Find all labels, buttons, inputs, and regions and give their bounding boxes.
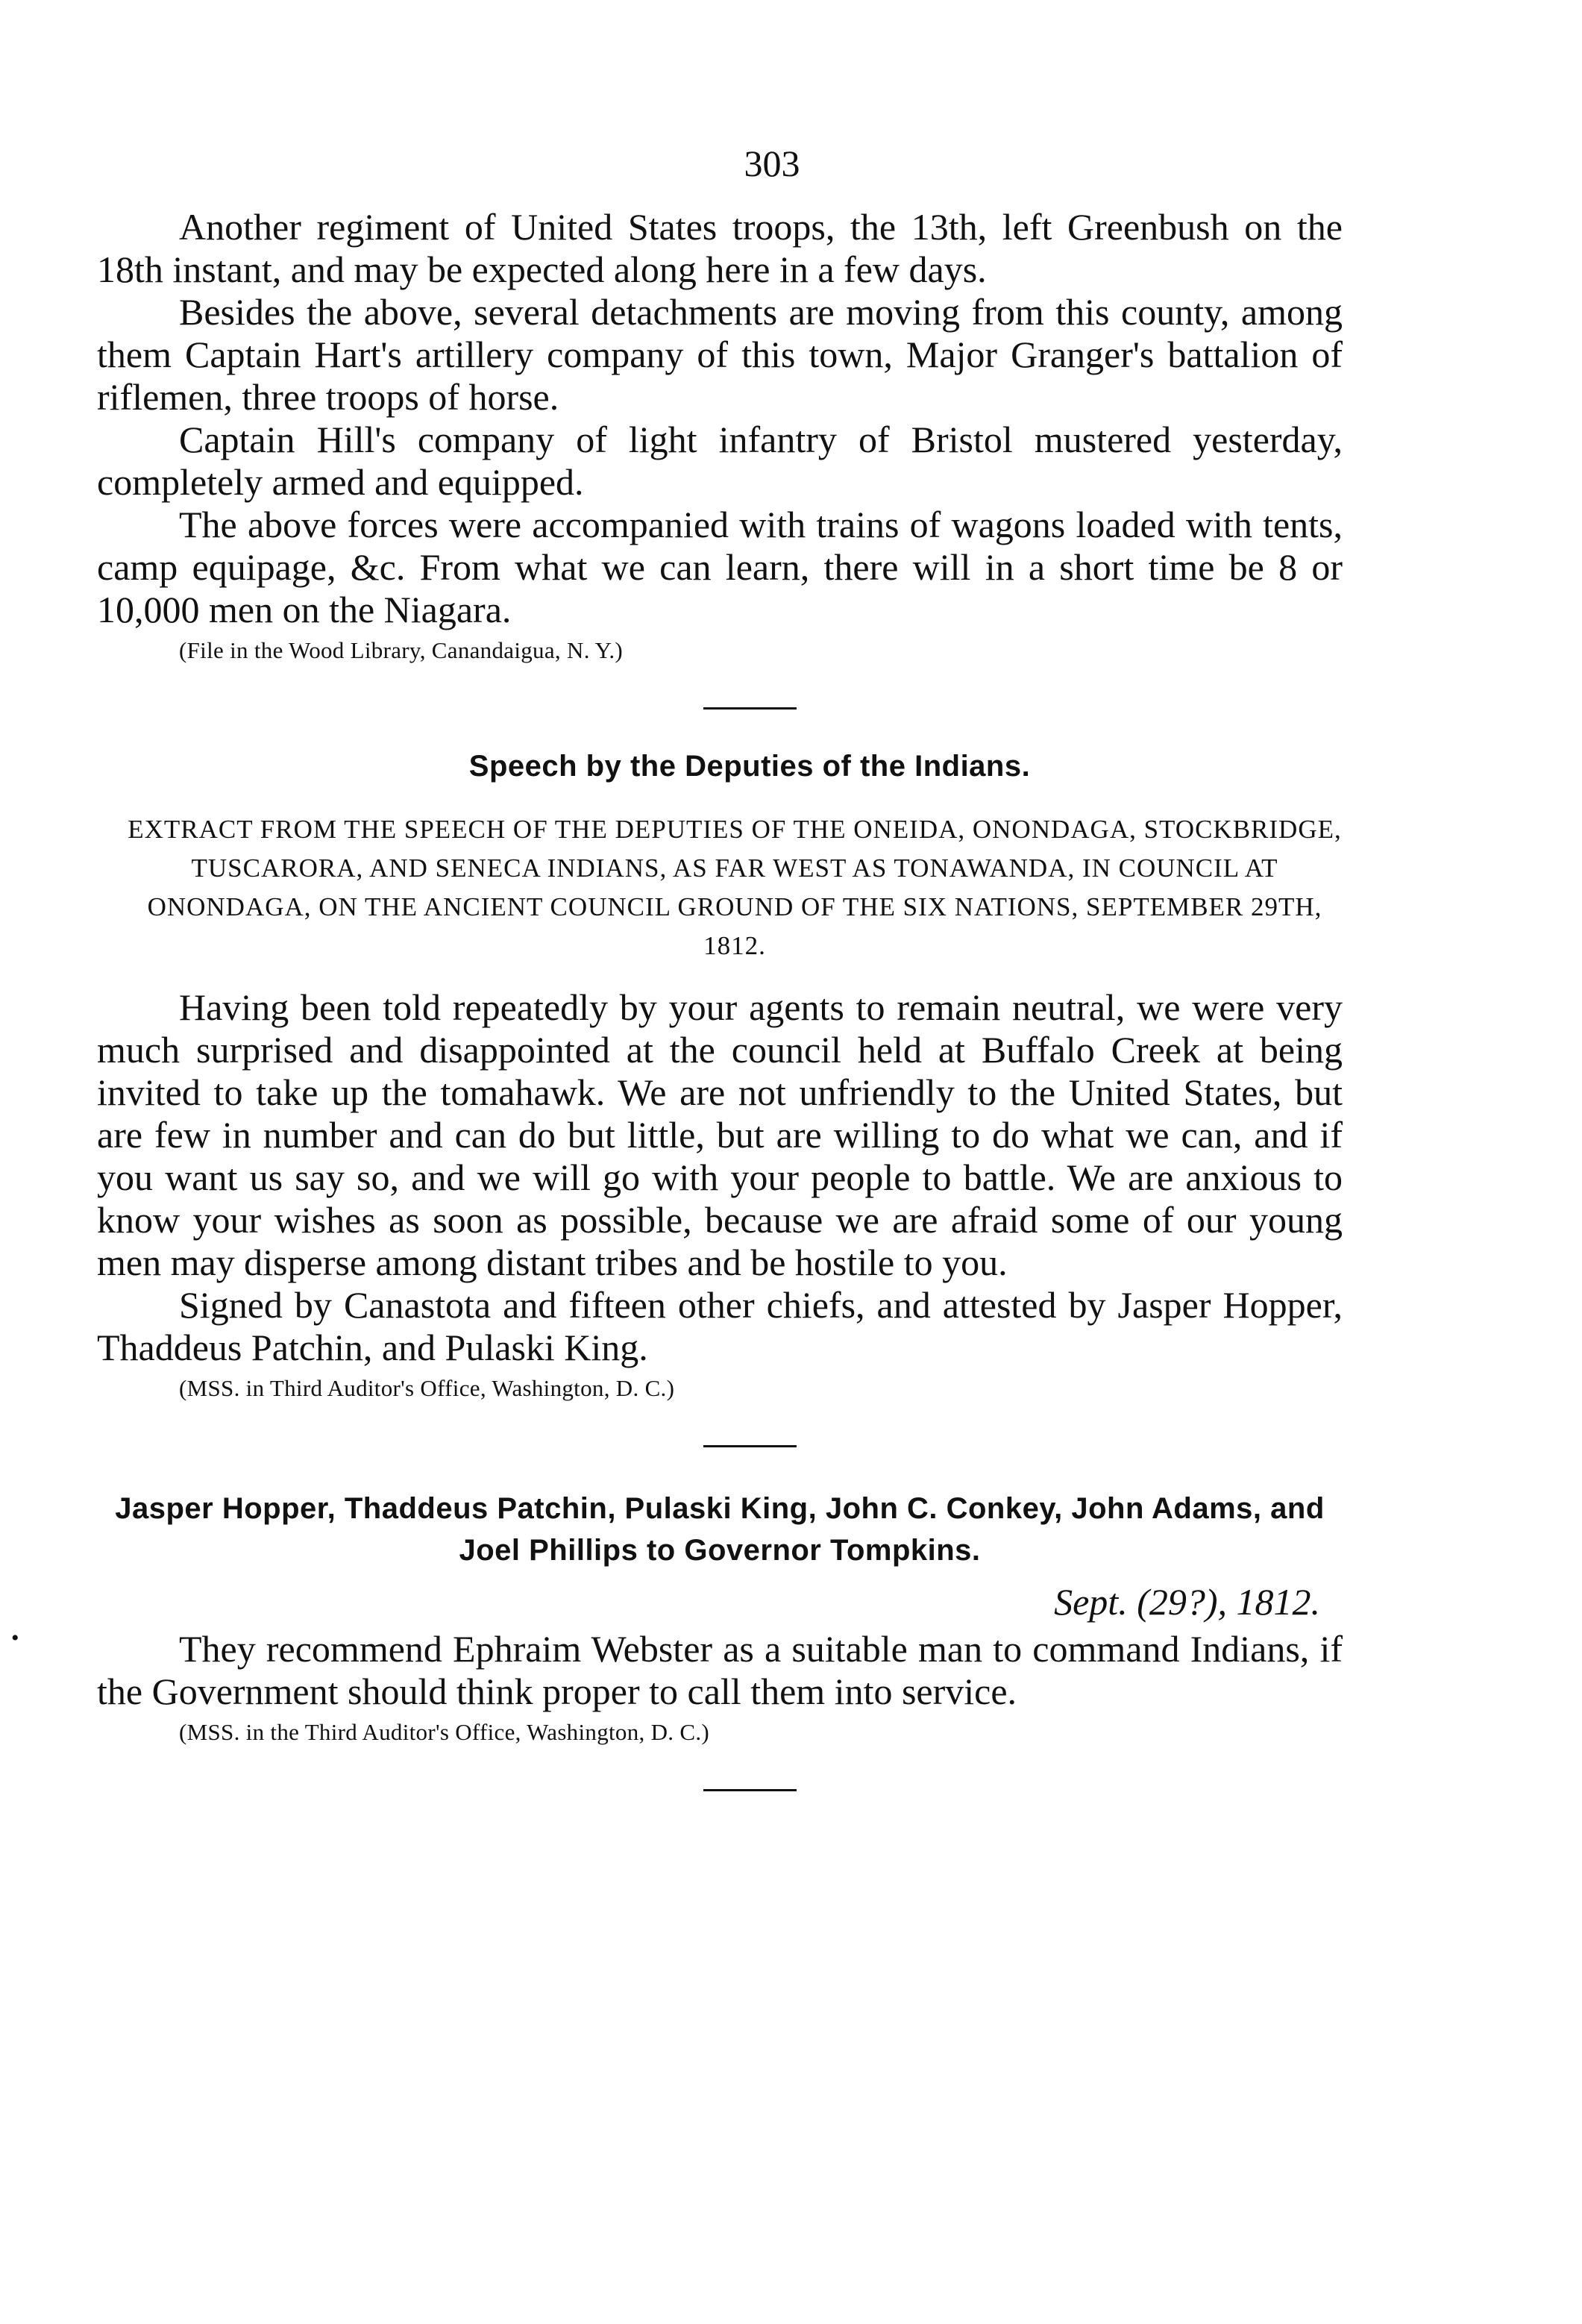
letter-section <box>97 1488 1343 1747</box>
source-citation: (MSS. in Third Auditor's Office, Washington, D. C.) <box>179 1375 675 1401</box>
indian-speech-section <box>97 750 1343 1403</box>
section-divider <box>703 1789 797 1791</box>
letter-heading: Jasper Hopper, Thaddeus Patchin, Pulaski King, John C. Conkey, John Adams, and Joel Phillips to Governor Tompkins. <box>115 1492 1325 1567</box>
extract-caption: EXTRACT FROM THE SPEECH OF THE DEPUTIES OF THE ONEIDA, ONONDAGA, STOCKBRIDGE, TUSCARORA, AND SENECA INDIANS, AS FAR WEST AS TONAWANDA, IN COUNCIL AT ONONDAGA, ON THE ANCIENT COUNCIL GROUND OF THE SIX NATIONS, SEPTEMBER 29TH, 1812. <box>128 815 1342 960</box>
page-body <box>97 142 1343 1832</box>
paragraph: Another regiment of United States troops, the 13th, left Greenbush on the 18th instant, and may be expected along here in a few days. <box>97 206 1343 290</box>
section-divider <box>703 707 797 710</box>
source-citation: (MSS. in the Third Auditor's Office, Washington, D. C.) <box>179 1719 710 1745</box>
page-number: 303 <box>744 142 800 184</box>
newspaper-excerpt-section <box>97 206 1343 665</box>
paragraph: The above forces were accompanied with trains of wagons loaded with tents, camp equipage, &c. From what we can learn, there will in a short time be 8 or 10,000 men on the Niagara. <box>97 504 1343 630</box>
source-citation: (File in the Wood Library, Canandaigua, N. Y.) <box>179 637 624 663</box>
paragraph: Besides the above, several detachments are moving from this county, among them Captain Hart's artillery company of this town, Major Granger's battalion of riflemen, three troops of horse. <box>97 291 1343 418</box>
paragraph: Captain Hill's company of light infantry of Bristol mustered yesterday, completely armed and equipped. <box>97 419 1343 503</box>
section-title: Speech by the Deputies of the Indians. <box>468 750 1031 783</box>
paragraph: Having been told repeatedly by your agents to remain neutral, we were very much surprised and disappointed at the council held at Buffalo Creek at being invited to take up the tomahawk. We are not unfriendly to the United States, but are few in number and can do but little, but are willing to do what we can, and if you want us say so, and we will go with your people to battle. We are anxious to know your wishes as soon as possible, because we are afraid some of our young men may disperse among distant tribes and be hostile to you. <box>97 986 1343 1283</box>
paragraph: They recommend Ephraim Webster as a suitable man to command Indians, if the Government should think proper to call them into service. <box>97 1628 1343 1712</box>
dateline: Sept. (29?), 1812. <box>1054 1581 1320 1623</box>
section-divider <box>703 1445 797 1447</box>
stray-mark: • <box>11 1626 19 1650</box>
paragraph: Signed by Canastota and fifteen other chiefs, and attested by Jasper Hopper, Thaddeus Patchin, and Pulaski King. <box>97 1284 1343 1368</box>
